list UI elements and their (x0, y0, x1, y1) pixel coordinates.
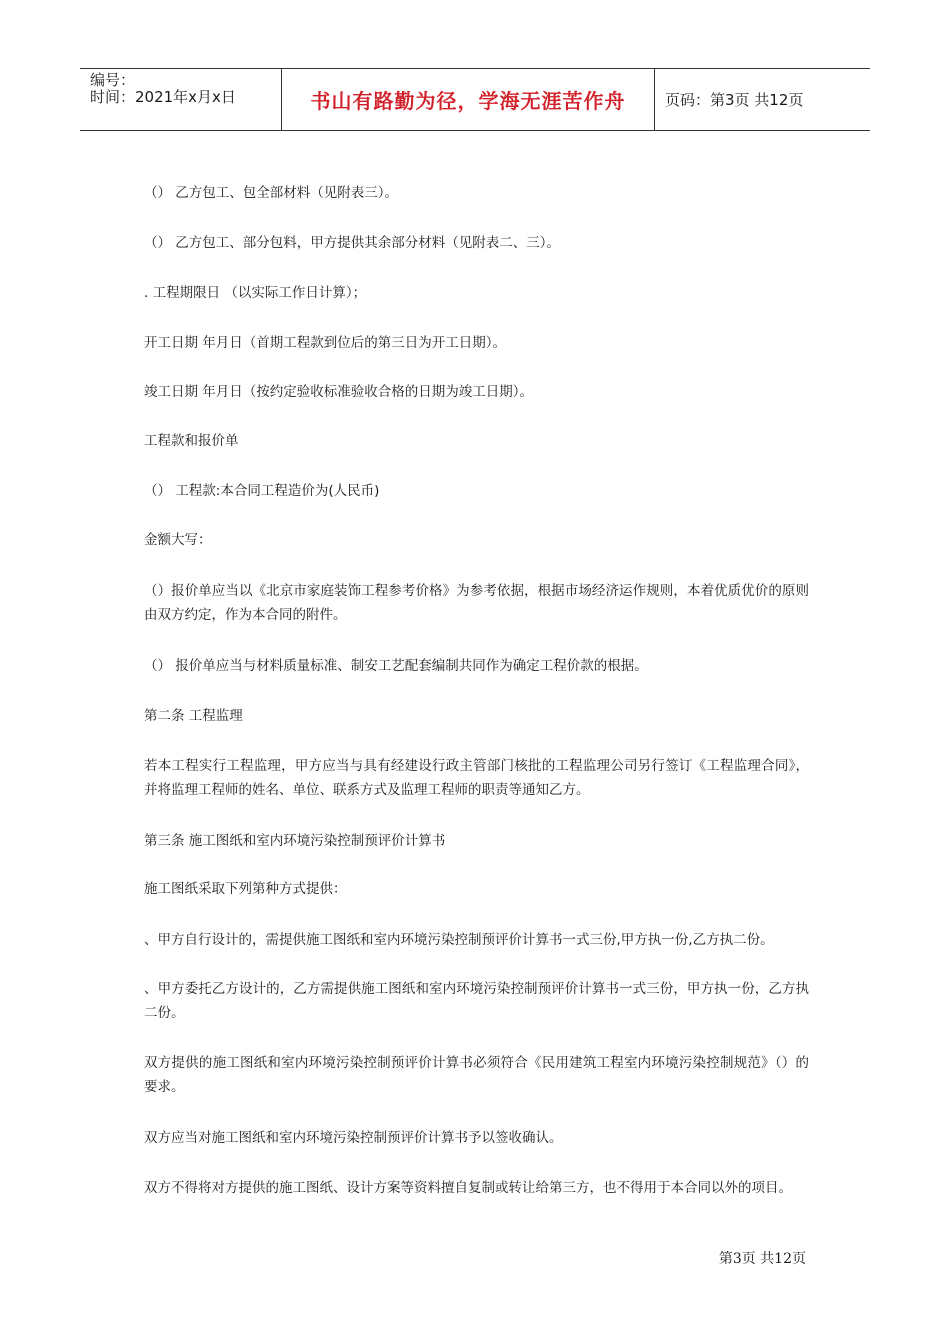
paragraph: 、甲方自行设计的，需提供施工图纸和室内环境污染控制预评价计算书一式三份,甲方执一份,乙方执二份。 (144, 932, 774, 948)
paragraph: 金额大写： (144, 532, 212, 548)
motto-text: 书山有路勤为径，学海无涯苦作舟 (310, 89, 626, 113)
paragraph: （） 报价单应当与材料质量标准、制安工艺配套编制共同作为确定工程价款的根据。 (144, 658, 648, 674)
section-heading: 工程款和报价单 (144, 433, 239, 449)
paragraph: （）报价单应当以《北京市家庭装饰工程参考价格》为参考依据，根据市场经济运作规则，本着优质优价的原则由双方约定，作为本合同的附件。 (144, 583, 809, 623)
paragraph: （） 工程款:本合同工程造价为(人民币) (144, 483, 380, 499)
paragraph: 双方提供的施工图纸和室内环境污染控制预评价计算书必须符合《民用建筑工程室内环境污染控制规范》（）的要求。 (144, 1055, 809, 1095)
paragraph: （） 乙方包工、包全部材料（见附表三）。 (144, 185, 399, 201)
paragraph: . 工程期限日 （以实际工作日计算）； (144, 285, 367, 301)
paragraph: 、甲方委托乙方设计的，乙方需提供施工图纸和室内环境污染控制预评价计算书一式三份，甲方执一份，乙方执二份。 (144, 981, 809, 1021)
page-indicator: 页码：第3页 共12页 (665, 91, 804, 109)
time-label: 时间：2021年x月x日 (90, 88, 236, 106)
article-heading: 第三条 施工图纸和室内环境污染控制预评价计算书 (144, 833, 446, 849)
header-page-cell (655, 69, 870, 130)
header-meta-cell (80, 69, 282, 130)
paragraph: 竣工日期 年月日（按约定验收标准验收合格的日期为竣工日期）。 (144, 384, 534, 400)
document-header (80, 68, 870, 131)
paragraph: 双方应当对施工图纸和室内环境污染控制预评价计算书予以签收确认。 (144, 1130, 563, 1146)
paragraph: 施工图纸采取下列第种方式提供： (144, 881, 347, 897)
serial-label: 编号： (90, 71, 136, 89)
article-heading: 第二条 工程监理 (144, 708, 243, 724)
page-footer: 第3页 共12页 (718, 1251, 806, 1267)
paragraph: （） 乙方包工、部分包料，甲方提供其余部分材料（见附表二、三）。 (144, 235, 561, 251)
paragraph: 双方不得将对方提供的施工图纸、设计方案等资料擅自复制或转让给第三方，也不得用于本合同以外的项目。 (144, 1180, 792, 1196)
paragraph: 开工日期 年月日（首期工程款到位后的第三日为开工日期）。 (144, 335, 507, 351)
header-motto-cell (282, 69, 655, 130)
paragraph: 若本工程实行工程监理，甲方应当与具有经建设行政主管部门核批的工程监理公司另行签订《工程监理合同》，并将监理工程师的姓名、单位、联系方式及监理工程师的职责等通知乙方。 (144, 758, 809, 798)
